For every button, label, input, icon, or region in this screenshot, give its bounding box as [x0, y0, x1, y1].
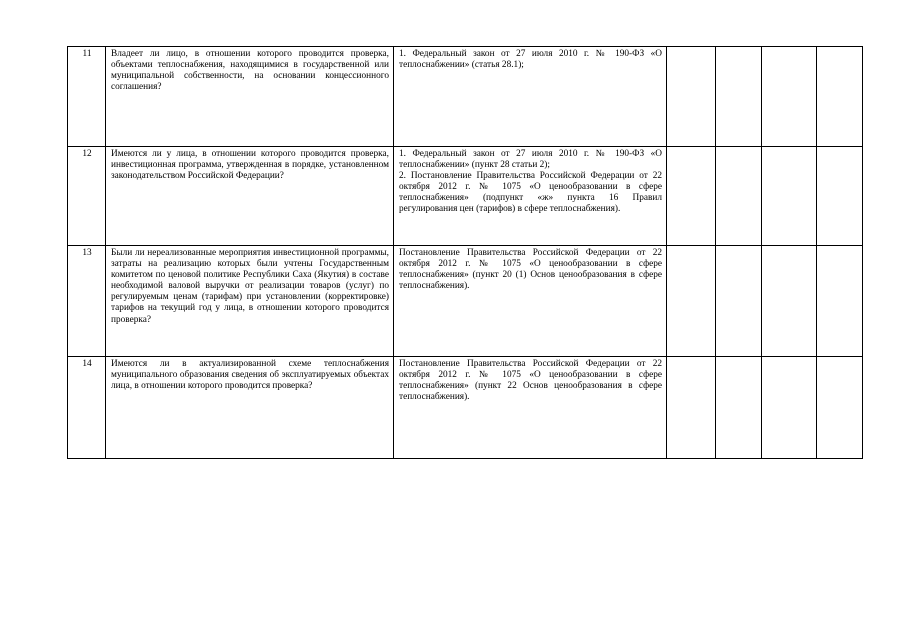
- answer-no-cell: [716, 47, 762, 147]
- answer-yes-cell: [667, 147, 716, 246]
- row-number: 12: [68, 147, 106, 246]
- answer-not-applicable-cell: [762, 47, 817, 147]
- legal-basis-cell: [394, 357, 667, 459]
- answer-no-cell: [716, 147, 762, 246]
- question-cell: Имеются ли в актуализированной схеме теплоснабжения муниципального образования сведения об эксплуатируемых объектах лица, в отношении которого проводится проверка?: [106, 357, 394, 459]
- answer-yes-cell: [667, 47, 716, 147]
- question-cell: Имеются ли у лица, в отношении которого проводится проверка, инвестиционная программа, утвержденная в порядке, установленном законодательством Российской Федерации?: [106, 147, 394, 246]
- table-row: [68, 246, 863, 357]
- row-number: 14: [68, 357, 106, 459]
- note-cell: [817, 47, 863, 147]
- answer-no-cell: [716, 357, 762, 459]
- question-cell: Владеет ли лицо, в отношении которого проводится проверка, объектами теплоснабжения, находящимися в государственной или муниципальной собственности, на основании концессионного соглашения?: [106, 47, 394, 147]
- question-cell: Были ли нереализованные мероприятия инвестиционной программы, затраты на реализацию которых были учтены Государственным комитетом по ценовой политике Республики Саха (Якутия) в составе необходимой валовой выручки от реализации товаров (услуг) по регулируемым ценам (тарифам) при установлении (корректировке) тарифов на текущий год у лица, в отношении которого проводится проверка?: [106, 246, 394, 357]
- answer-yes-cell: [667, 246, 716, 357]
- legal-basis-item: Постановление Правительства Российской Федерации от 22 октября 2012 г. № 1075 «О ценообразовании в сфере теплоснабжения» (пункт 20 (1) Основ ценообразования в сфере теплоснабжения).: [399, 248, 662, 292]
- row-number: 11: [68, 47, 106, 147]
- note-cell: [817, 147, 863, 246]
- legal-basis-item: 1. Федеральный закон от 27 июля 2010 г. № 190-ФЗ «О теплоснабжении» (статья 28.1);: [399, 49, 662, 71]
- answer-not-applicable-cell: [762, 357, 817, 459]
- answer-not-applicable-cell: [762, 246, 817, 357]
- row-number: 13: [68, 246, 106, 357]
- legal-basis-item: 1. Федеральный закон от 27 июля 2010 г. № 190-ФЗ «О теплоснабжении» (пункт 28 статьи 2);: [399, 149, 662, 171]
- legal-basis-cell: [394, 47, 667, 147]
- answer-no-cell: [716, 246, 762, 357]
- table-row: [68, 147, 863, 246]
- legal-basis-cell: [394, 246, 667, 357]
- table-row: [68, 357, 863, 459]
- answer-yes-cell: [667, 357, 716, 459]
- legal-basis-cell: [394, 147, 667, 246]
- table-row: [68, 47, 863, 147]
- legal-basis-item: 2. Постановление Правительства Российской Федерации от 22 октября 2012 г. № 1075 «О ценообразовании в сфере теплоснабжения» (подпункт «ж» пункта 16 Правил регулирования цен (тарифов) в сфере теплоснабжения).: [399, 171, 662, 215]
- legal-basis-item: Постановление Правительства Российской Федерации от 22 октября 2012 г. № 1075 «О ценообразовании в сфере теплоснабжения» (пункт 22 Основ ценообразования в сфере теплоснабжения).: [399, 359, 662, 403]
- checklist-table: [67, 46, 863, 459]
- note-cell: [817, 357, 863, 459]
- answer-not-applicable-cell: [762, 147, 817, 246]
- note-cell: [817, 246, 863, 357]
